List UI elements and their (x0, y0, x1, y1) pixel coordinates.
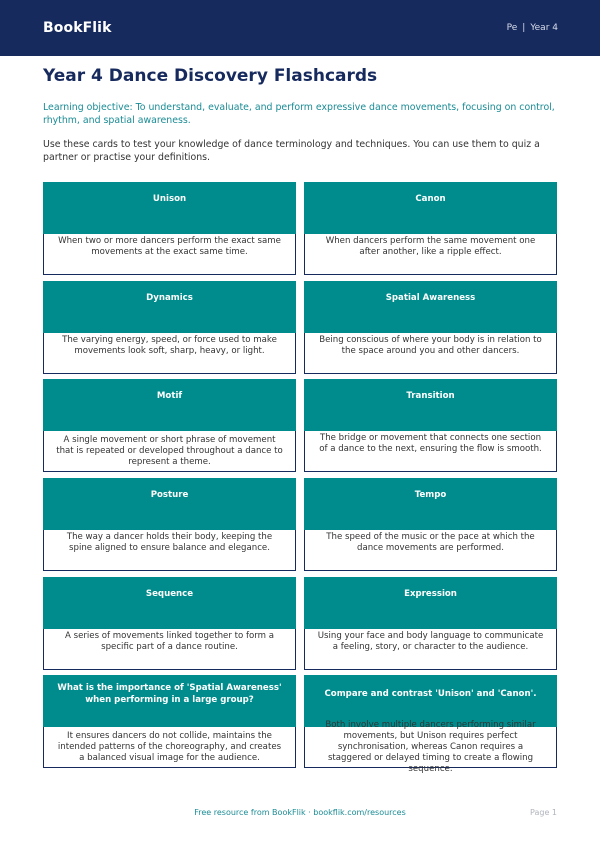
intro-text: Use these cards to test your knowledge of dance terminology and techniques. You can use them to quiz a partner or practise your definitions. (43, 139, 540, 163)
flashcard-definition: When two or more dancers perform the exact same movements at the exact same time. (43, 234, 296, 275)
page-number: Page 1 (530, 808, 557, 817)
flashcard-definition: The bridge or movement that connects one section of a dance to the next, ensuring the flow is smooth. (304, 431, 557, 472)
learning-objective: Learning objective: To understand, evaluate, and perform expressive dance movements, focusing on control, rhythm, and spatial awareness. (43, 102, 555, 126)
meta-separator: | (522, 23, 526, 33)
flashcard-definition: The varying energy, speed, or force used to make movements look soft, sharp, heavy, or light. (43, 333, 296, 374)
flashcard-row (43, 182, 557, 275)
flashcard[interactable] (43, 281, 296, 374)
flashcard-answer: movements, but Unison requires perfect synchronisation, whereas Canon requires a staggered or delayed timing to create a flowing sequence. (304, 727, 557, 768)
flashcard-question: What is the importance of 'Spatial Awareness' when performing in a large group? (43, 675, 296, 727)
flashcard-term: Posture (43, 478, 296, 530)
flashcard[interactable] (43, 577, 296, 670)
flashcard-grid (43, 182, 557, 774)
year-label: Year 4 (530, 23, 558, 33)
flashcard-term: Unison (43, 182, 296, 234)
flashcard-term: Tempo (304, 478, 557, 530)
flashcard[interactable] (304, 379, 557, 472)
flashcard-term: Transition (304, 379, 557, 431)
subject-label: Pe (506, 23, 518, 33)
flashcard-definition: A series of movements linked together to form a specific part of a dance routine. (43, 629, 296, 670)
flashcard-term: Dynamics (43, 281, 296, 333)
brand-logo[interactable]: BookFlik (43, 20, 112, 36)
page-title: Year 4 Dance Discovery Flashcards (43, 66, 378, 86)
footer-credit[interactable]: Free resource from BookFlik · bookflik.com/resources (194, 808, 406, 817)
flashcard-definition: The speed of the music or the pace at which the dance movements are performed. (304, 530, 557, 571)
header-meta (507, 23, 558, 33)
flashcard[interactable] (304, 478, 557, 571)
flashcard[interactable] (304, 281, 557, 374)
flashcard-term: Spatial Awareness (304, 281, 557, 333)
flashcard[interactable] (304, 577, 557, 670)
flashcard[interactable] (43, 182, 296, 275)
flashcard-definition: The way a dancer holds their body, keeping the spine aligned to ensure balance and elegance. (43, 530, 296, 571)
flashcard[interactable] (43, 379, 296, 472)
flashcard-term: Canon (304, 182, 557, 234)
flashcard[interactable] (304, 675, 557, 774)
flashcard-question: Compare and contrast 'Unison' and 'Canon'. (304, 675, 557, 727)
flashcard-row (43, 675, 557, 774)
page-header (0, 0, 600, 56)
flashcard-term: Expression (304, 577, 557, 629)
flashcard-definition: When dancers perform the same movement one after another, like a ripple effect. (304, 234, 557, 275)
flashcard-row (43, 478, 557, 571)
flashcard-answer: It ensures dancers do not collide, maintains the intended patterns of the choreography, and creates a balanced visual image for the audience. (43, 727, 296, 768)
flashcard-definition: Using your face and body language to communicate a feeling, story, or character to the audience. (304, 629, 557, 670)
flashcard-row (43, 281, 557, 374)
flashcard-term: Sequence (43, 577, 296, 629)
flashcard[interactable] (43, 675, 296, 768)
flashcard[interactable] (304, 182, 557, 275)
flashcard-definition: A single movement or short phrase of movement that is repeated or developed throughout a dance to represent a theme. (43, 431, 296, 472)
flashcard-term: Motif (43, 379, 296, 431)
flashcard-row (43, 379, 557, 472)
flashcard[interactable] (43, 478, 296, 571)
flashcard-row (43, 577, 557, 670)
flashcard-definition: Being conscious of where your body is in relation to the space around you and other dancers. (304, 333, 557, 374)
